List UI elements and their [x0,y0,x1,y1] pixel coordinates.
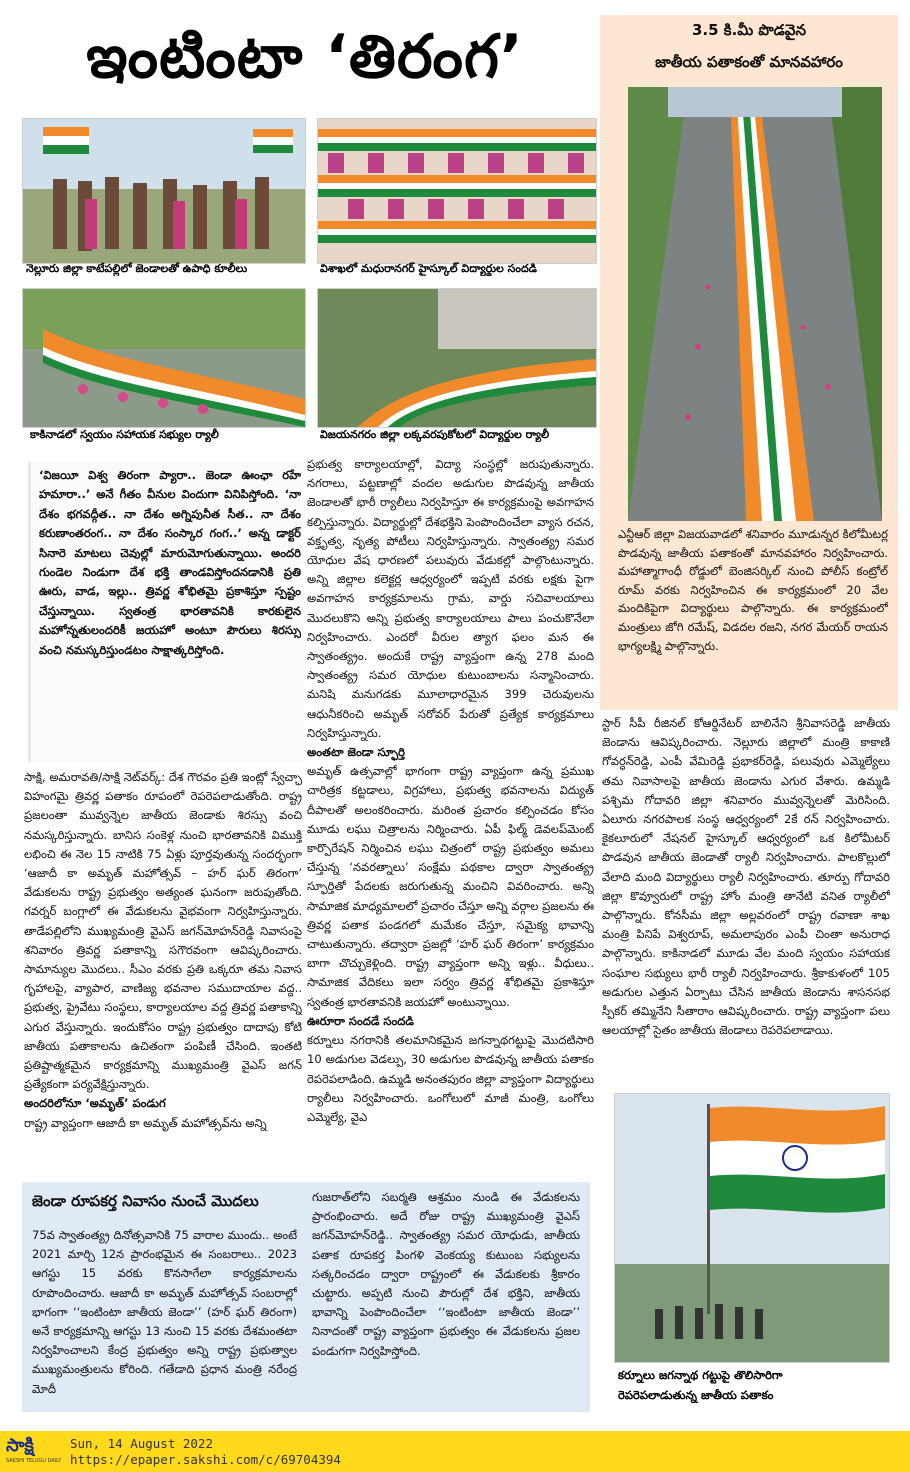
vijayawada-photo-image [628,87,882,521]
column-2-text-2: అమృత్ ఉత్సవాల్లో భాగంగా రాష్ట్ర వ్యాప్తంగా ఉన్న ప్రముఖ చారిత్రక కట్టడాలు, విగ్రహాలు, ప్రభుత్వ భవనాలను విద్యుత్ దీపాలతో అలంకరించారు. మరింత ప్రచారం కల్పించడం కోసం మూడు లఘు చిత్రాలను నిర్మించారు. ఏపీ ఫిల్మ్ డెవలప్‌మెంట్ కార్పొరేషన్ నిర్మించిన లఘు చిత్రంలో రాష్ట్ర ప్రభుత్వం అమలు చేస్తున్న ‘నవరత్నాలు’ సంక్షేమ పథకాల ద్వారా స్వాతంత్య్ర స్ఫూర్తితో పేదలకు జరుగుతున్న మంచిని వివరించారు. అన్ని సామాజిక మాధ్యమాలలో ప్రచారం చేస్తూ అన్ని వర్గాల ప్రజలను ఈ త్రివర్ణ పతాక పండగలో మమేకం చేస్తూ, సమైక్య భావాన్ని చాటుతున్నారు. తద్వారా ప్రజల్లో ‘హర్ ఘర్ తిరంగా’ కార్యక్రమం బాగా చొచ్చుకెళ్లింది. రాష్ట్ర వ్యాప్తంగా అన్ని ఇళ్లు.. వీధులు.. సామాజిక వేదికలు ఇలా సర్వం త్రివర్ణ శోభితమై ప్రకాశిస్తూ స్వతంత్ర భారతావనికి జయహో అంటున్నాయి. [307,764,594,1009]
photo-vijayawada-flag-road [628,87,882,521]
column-2-text-3: కర్నూలు నగరానికి తలమానికమైన జగన్నాథగట్టుపై మొదటిసారి 10 అడుగుల వెడల్పు, 30 అడుగుల పొడవున్న జాతీయ పతాకం రెపరెపలాడింది. ఉమ్మడి అనంతపురం జిల్లా వ్యాప్తంగా విద్యార్థులు ర్యాలీలు నిర్వహించారు. ఒంగోలులో మాజీ మంత్రి, ఒంగోలు ఎమ్మెల్యే, వైఎ [307,1033,594,1124]
column-1-subhead: అందరిలోనూ ‘అమృత్’ పండుగ [24,1096,166,1111]
sidebar-title-line2: జాతీయ పతాకంతో మానవహారం [655,53,843,71]
article-column-1 [24,768,302,1168]
photo-visakha-students [317,118,597,264]
footer-url[interactable]: https://epaper.sakshi.com/c/69704394 [70,1452,341,1467]
footer-date: Sun, 14 August 2022 [70,1436,213,1451]
nellore-photo-image [23,119,305,263]
sakshi-logo-subtext: SAKSHI TELUGU DAILY [6,1458,62,1464]
bottom-feature-column-1: 75వ స్వాతంత్య్ర దినోత్సవానికి 75 వారాల ముందు.. అంటే 2021 మార్చి 12న ప్రారంభమైన ఈ సంబరాలు.. 2023 ఆగస్టు 15 వరకు కొనసాగేలా కార్యక్రమాలను రూపొందించారు. ఆజాదీ కా అమృత్ మహోత్సవ్ సంబరాల్లో భాగంగా ‘‘ఇంటింటా జాతీయ జెండా’’ (హర్ ఘర్ తిరంగా) అనే కార్యక్రమాన్ని ఆగస్టు 13 నుంచి 15 వరకు దేశమంతటా నిర్వహించాలని కేంద్ర ప్రభుత్వం అన్ని రాష్ట్ర ప్రభుత్వాల ముఖ్యమంత్రులను కోరింది. గతేడాది ప్రధాన మంత్రి నరేంద్ర మోదీ [32,1228,297,1396]
column-1-tail: రాష్ట్ర వ్యాప్తంగా ఆజాదీ కా అమృత్ మహోత్సవ్‌ను అన్ని [24,1115,267,1130]
vizianagaram-photo-image [318,289,596,427]
article-column-3 [602,714,890,1090]
sidebar-human-chain-box [600,15,898,710]
intro-quote-box [28,462,303,762]
kakinada-photo-image [23,289,305,427]
caption-vizianagaram: విజయనగరం జిల్లా లక్కవరపుకోటలో విద్యార్థుల ర్యాలీ [320,428,550,441]
bottom-feature-title: జెండా రూపకర్త నివాసం నుంచే మొదలు [32,1192,259,1210]
caption-kurnool-line1: కర్నూలు జగన్నాథ గట్టుపై తొలిసారిగా [618,1368,783,1382]
photo-kurnool-flag [614,1093,890,1363]
kurnool-photo-image [615,1094,889,1362]
column-2-text: ప్రభుత్వ కార్యాలయాల్లో, విద్యా సంస్థల్లో జరుపుతున్నారు. నగరాలు, పట్టణాల్లో వందల అడుగుల పొడవున్న జాతీయ జెండాలతో భారీ ర్యాలీలు నిర్వహిస్తూ ఈ కార్యక్రమంపై అవగాహన కల్పిస్తున్నారు. విద్యార్థుల్లో దేశభక్తిని పెంపొందించేలా వ్యాస రచన, వక్తృత్వ, నృత్య పోటీలు నిర్వహిస్తున్నారు. స్వాతంత్య్ర సమర యోధుల వేష ధారణలో పలువురు వేడుకల్లో పాల్గొంటున్నారు. అన్ని జిల్లాల కలెక్టర్ల ఆధ్వర్యంలో ఇప్పటి వరకు లక్షకు పైగా అవగాహన కార్యక్రమాలను గ్రామ, వార్డు సచివాలయాలు మొదలుకొని అన్ని ప్రభుత్వ కార్యాలయాలు పాలు పంచుకొనేలా నిర్వహించారు. ఎందరో వీరుల త్యాగ ఫలం మన ఈ స్వాతంత్య్రం. అందుకే రాష్ట్ర వ్యాప్తంగా ఉన్న 278 మంది స్వాతంత్య్ర సమర యోధుల కుటుంబాలను సన్మానించారు. మనిషి మనుగడకు మూలాధారమైన 399 చెరువులను ఆధునీకరించి అమృత్ సరోవర్ పేరుతో ప్రత్యేక కార్యక్రమాలు నిర్వహిస్తున్నారు. [307,457,594,740]
sidebar-title-line1: 3.5 కి.మీ పొడవైన [692,21,806,39]
caption-nellore: నెల్లూరు జిల్లా కాటేపల్లిలో జెండాలతో ఉపాధి కూలీలు [26,262,248,275]
bottom-feature-column-2: గుజరాత్‌లోని సబర్మతి ఆశ్రమం నుండి ఈ వేడుకలను ప్రారంభించారు. అదే రోజు రాష్ట్ర ముఖ్యమంత్రి వైఎస్ జగన్‌మోహన్‌రెడ్డి.. స్వాతంత్య్ర సమర యోధుడు, జాతీయ పతాక రూపకర్త పింగళి వెంకయ్య కుటుంబ సభ్యులను సత్కరించడం ద్వారా రాష్ట్రంలో ఈ వేడుకలకు శ్రీకారం చుట్టారు. అప్పటి నుంచి పౌరుల్లో దేశ భక్తిని, జాతీయ భావాన్ని పెంపొందించేలా ‘‘ఇంటింటా జాతీయ జెండా’’ నినాదంతో రాష్ట్ర వ్యాప్తంగా ప్రభుత్వం ఈ వేడుకలను ప్రజల పండుగగా నిర్వహిస్తోంది. [312,1190,580,1358]
caption-kurnool-line2: రెపరెపలాడుతున్న జాతీయ పతాకం [618,1388,774,1402]
column-3-text: స్టార్ సీపీ రీజినల్ కోఆర్డినేటర్ బాలినేని శ్రీనివాసరెడ్డి జాతీయ జెండాను ఆవిష్కరించారు. నెల్లూరు జిల్లాలో మంత్రి కాకాణి గోవర్ధన్‌రెడ్డి, ఎంపీ వేమిరెడ్డి ప్రభాకర్‌రెడ్డి, పలువురు ఎమ్మెల్యేలు తమ నివాసాలపై జాతీయ జెండాను ఎగుర వేశారు. ఉమ్మడి పశ్చిమ గోదావరి జిల్లా శనివారం మువ్వన్నెలతో మెరిసింది. ఏలూరు నగరపాలక సంస్థ ఆధ్వర్యంలో 2కే రన్ నిర్వహించారు. కైకలూరులో నేషనల్ హైస్కూల్ ఆధ్వర్యంలో ఒక కిలోమీటర్ పొడవున జాతీయ జెండాతో ర్యాలీ నిర్వహించారు. పాలకొల్లులో వేలాది మంది విద్యార్థులు ర్యాలీ నిర్వహించారు. తూర్పు గోదావరి జిల్లా కొవ్వూరులో రాష్ట్ర హోం మంత్రి తానేటి వనిత ర్యాలీలో పాల్గొన్నారు. కోనసీమ జిల్లా అల్లవరంలో రాష్ట్ర రవాణా శాఖ మంత్రి పినిపే విశ్వరూప్, అమలాపురం ఎంపీ చింతా అనురాధ పాల్గొన్నారు. కాకినాడలో మూడు వేల మంది స్వయం సహాయక సంఘాల సభ్యులు భారీ ర్యాలీ నిర్వహించారు. శ్రీకాకుళంలో 105 అడుగుల ఎత్తున ఏర్పాటు చేసిన జాతీయ జెండాను శాసనసభ స్పీకర్ తమ్మినేని సీతారాం ఆవిష్కరించారు. రాష్ట్ర వ్యాప్తంగా పలు ఆలయాల్లో సైతం జాతీయ జెండాలు రెపరెపలాడాయి. [602,716,890,1038]
visakha-photo-image [318,119,596,263]
photo-kakinada-rally [22,288,306,428]
sidebar-caption: ఎన్టీఆర్ జిల్లా విజయవాడలో శనివారం మూడున్నర కిలోమీటర్ల పొడవున్న జాతీయ పతాకంతో మానవహారం నిర్వహించారు. మహాత్మాగాంధీ రోడ్డులో బెంజిసర్కిల్ నుంచి పోలీస్ కంట్రోల్ రూమ్ వరకు నిర్వహించిన ఈ కార్యక్రమంలో 20 వేల మందికిపైగా విద్యార్థులు పాల్గొన్నారు. ఈ కార్యక్రమంలో మంత్రులు జోగి రమేష్, విడదల రజని, నగర మేయర్ రాయన భాగ్యలక్ష్మి పాల్గొన్నారు. [618,527,888,653]
article-column-2 [307,455,594,1171]
headline: ఇంటింటా ‘తిరంగ’ [86,22,524,92]
bottom-feature-box [22,1182,590,1412]
column-2-subhead-1: అంతటా జెండా స్ఫూర్తి [307,745,405,760]
sakshi-logo [6,1435,62,1467]
caption-kakinada: కాకినాడలో స్వయం సహాయక సభ్యుల ర్యాలీ [30,428,219,441]
column-2-subhead-2: ఊరూరా సందడే సందడి [307,1013,414,1028]
sakshi-logo-text: సాక్షి [6,1435,34,1456]
photo-nellore-workers [22,118,306,264]
intro-quote-text: ‘విజయీ విశ్వ తిరంగా ప్యారా.. జెండా ఊంఛా రహే హమారా..’ అనే గీతం వీనుల విందుగా వినిపిస్తోంది. ‘నా దేశం భగవద్గీత.. నా దేశం అగ్నిపునీత సీత.. నా దేశం కరుణాంతరంగ.. నా దేశం సంస్కార గంగ..’ అన్న డాక్టర్ సినారె మాటలు చెవుల్లో మారుమోగుతున్నాయి. అందరి గుండెల నిండుగా దేశ భక్తి తాండవిస్తోందనడానికి ప్రతి ఊరు, వాడ, ఇల్లు.. త్రివర్ణ శోభితమై ప్రకాశిస్తూ స్పష్టం చేస్తున్నాయి. స్వతంత్ర భారతావనికి కారకులైన మహోన్నతులందరికీ జయహో అంటూ పౌరులు శిరస్సు వంచి నమస్కరిస్తుండటం సాక్షాత్కరిస్తోంది. [39,468,301,657]
column-1-text: సాక్షి, అమరావతి/సాక్షి నెట్‌వర్క్: దేశ గౌరవం ప్రతి ఇంట్లో స్వేచ్ఛా విహంగమై త్రివర్ణ పతాకం రూపంలో రెపరెపలాడుతోంది. రాష్ట్ర ప్రజలంతా మువ్వన్నెల జాతీయ జెండాకు శిరస్సు వంచి నమస్కరిస్తున్నారు. బానిస సంకెళ్ల నుంచి భారతావనికి విముక్తి లభించి ఈ నెల 15 నాటికి 75 ఏళ్లు పూర్తవుతున్న సందర్భంగా ‘ఆజాదీ కా అమృత్ మహోత్సవ్ – హర్ ఘర్ తిరంగా’ వేడుకలను రాష్ట్ర ప్రభుత్వం అత్యంత ఘనంగా జరుపుతోంది. గవర్నర్ బంగ్లాలో ఈ వేడుకలను వైభవంగా నిర్వహిస్తున్నారు. తాడేపల్లిలోని ముఖ్యమంత్రి వైఎస్ జగన్‌మోహన్‌రెడ్డి నివాసంపై శనివారం త్రివర్ణ పతాకాన్ని సగౌరవంగా ఆవిష్కరించారు. సామాన్యుల మొదలు.. సీఎం వరకు ప్రతి ఒక్కరూ తమ నివాస గృహాలపై, వ్యాపార, వాణిజ్య భవనాల సముదాయాల వద్ద.. ప్రభుత్వ, ప్రైవేటు సంస్థలు, కార్యాలయాల వద్ద త్రివర్ణ పతాకాన్ని ఎగుర వేస్తున్నారు. ఇందుకోసం రాష్ట్ర ప్రభుత్వం దాదాపు కోటి జాతీయ పతాకాలను ఉచితంగా పంపిణీ చేసింది. ఇంతటి ప్రతిష్టాత్మకమైన కార్యక్రమాన్ని ముఖ్యమంత్రి వైఎస్ జగన్ ప్రత్యేకంగా పర్యవేక్షిస్తున్నారు. [24,770,302,1092]
photo-vizianagaram-rally [317,288,597,428]
footer-bar [0,1431,910,1472]
caption-visakha: విశాఖలో మధురానగర్ హైస్కూల్ విద్యార్థుల సందడి [320,262,537,275]
